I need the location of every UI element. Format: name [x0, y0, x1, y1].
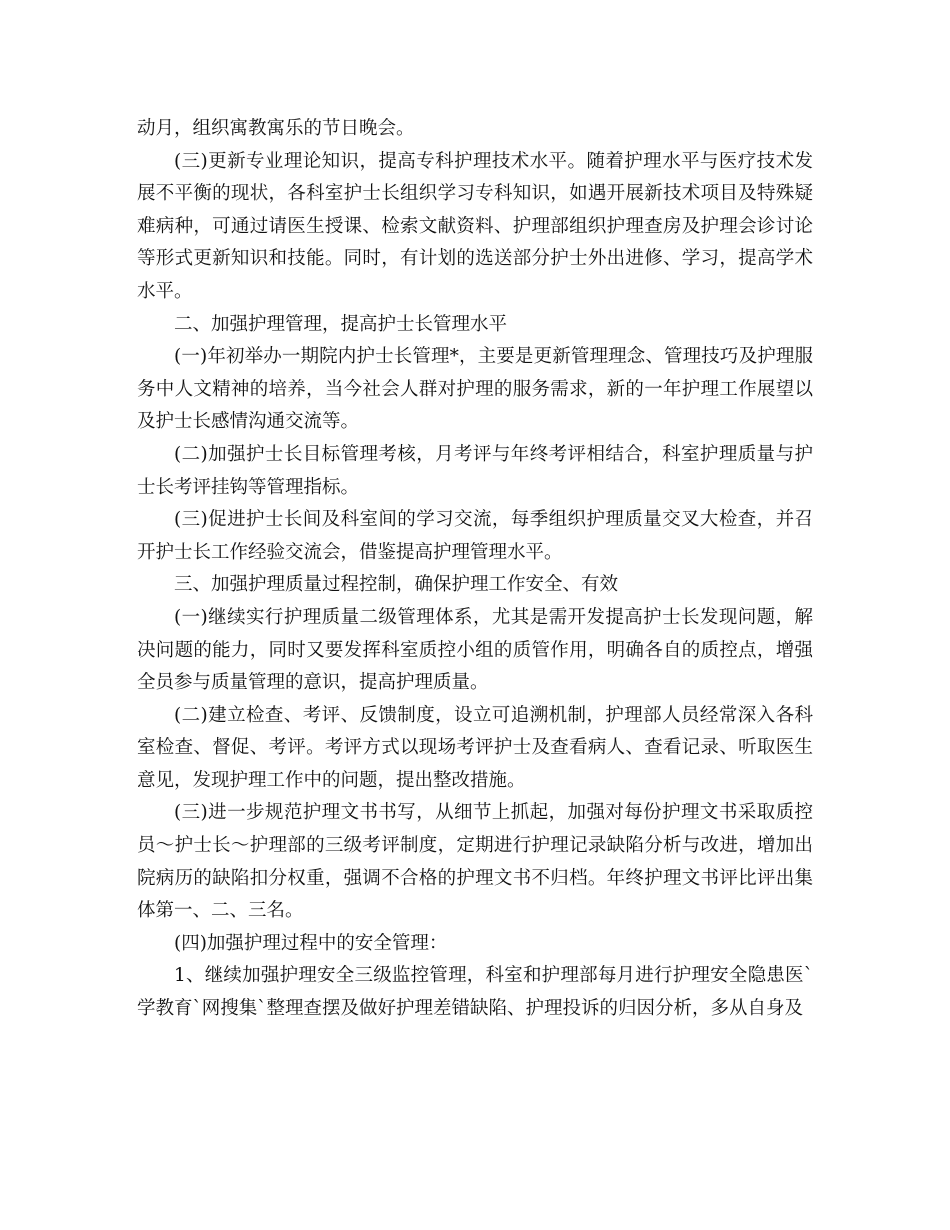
paragraph-10: (三)进一步规范护理文书书写，从细节上抓起，加强对每份护理文书采取质控员～护士长～护理部的三级考评制度，定期进行护理记录缺陷分析与改进，增加出院病历的缺陷扣分权重，强调不合格的护理文书不归档。年终护理文书评比评出集体第一、二、三名。 [137, 802, 813, 922]
paragraph-6: (三)促进护士长间及科室间的学习交流，每季组织护理质量交叉大检查，并召开护士长工作经验交流会，借鉴提高护理管理水平。 [137, 509, 813, 563]
section-heading-3: 三、加强护理质量过程控制，确保护理工作安全、有效 [174, 574, 619, 596]
subsection-heading-4: (四)加强护理过程中的安全管理： [174, 932, 448, 954]
paragraph-4: (一)年初举办一期院内护士长管理*，主要是更新管理理念、管理技巧及护理服务中人文精神的培养，当今社会人群对护理的服务需求，新的一年护理工作展望以及护士长感情沟通交流等。 [137, 346, 813, 433]
section-heading-2: 二、加强护理管理，提高护士长管理水平 [174, 313, 508, 335]
paragraph-9: (二)建立检查、考评、反馈制度，设立可追溯机制，护理部人员经常深入各科室检查、督促、考评。考评方式以现场考评护士及查看病人、查看记录、听取医生意见，发现护理工作中的问题，提出整改措施。 [137, 704, 813, 791]
document-body [137, 113, 813, 1026]
paragraph-1: 动月，组织寓教寓乐的节日晚会。 [137, 118, 415, 139]
paragraph-12: 1、继续加强护理安全三级监控管理，科室和护理部每月进行护理安全隐患医`学教育`网搜集`整理查摆及做好护理差错缺陷、护理投诉的归因分析，多从自身及 [137, 965, 813, 1020]
paragraph-2: (三)更新专业理论知识，提高专科护理技术水平。随着护理水平与医疗技术发展不平衡的现状，各科室护士长组织学习专科知识，如遇开展新技术项目及特殊疑难病种，可通过请医生授课、检索文献资料、护理部组织护理查房及护理会诊讨论等形式更新知识和技能。同时，有计划的选送部分护士外出进修、学习，提高学术水平。 [137, 150, 813, 302]
paragraph-5: (二)加强护士长目标管理考核，月考评与年终考评相结合，科室护理质量与护士长考评挂钩等管理指标。 [137, 443, 813, 498]
paragraph-8: (一)继续实行护理质量二级管理体系，尤其是需开发提高护士长发现问题，解决问题的能力，同时又要发挥科室质控小组的质管作用，明确各自的质控点，增强全员参与质量管理的意识，提高护理质量。 [137, 606, 813, 694]
